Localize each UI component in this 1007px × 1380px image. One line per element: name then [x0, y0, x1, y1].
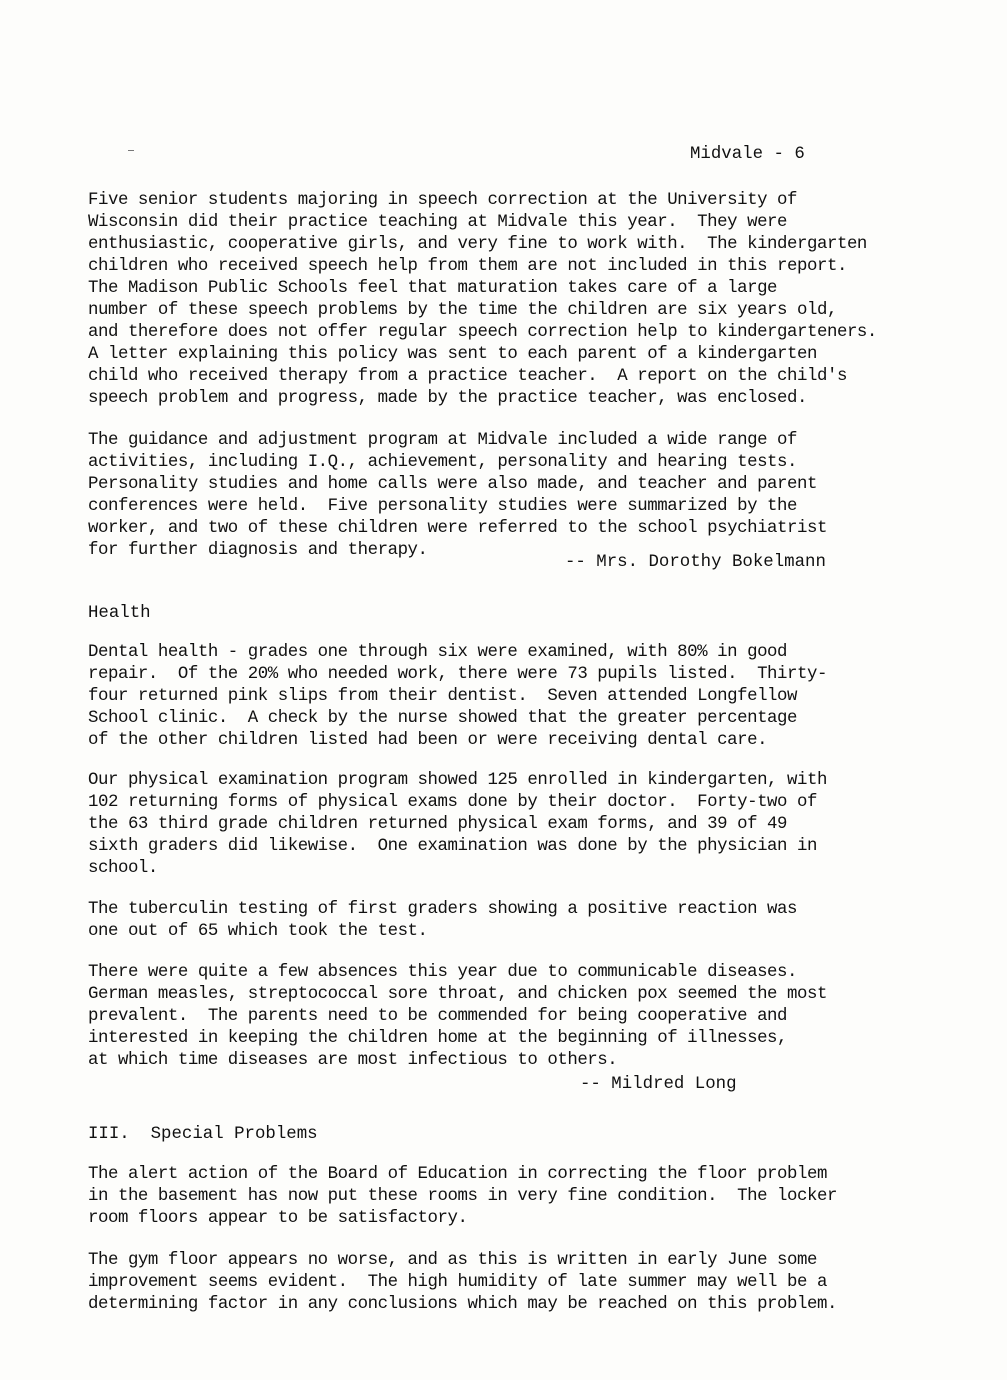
paragraph-line: improvement seems evident. The high humidity of late summer may well be a	[88, 1273, 827, 1292]
paragraph-line: prevalent. The parents need to be commended for being cooperative and	[88, 1007, 788, 1026]
paragraph-line: interested in keeping the children home at the beginning of illnesses,	[88, 1029, 788, 1048]
paragraph-line: and therefore does not offer regular speech correction help to kindergarteners.	[88, 323, 877, 342]
paragraph-line: conferences were held. Five personality studies were summarized by the	[88, 497, 798, 516]
paragraph-line: Wisconsin did their practice teaching at Midvale this year. They were	[88, 213, 788, 232]
paragraph-line: German measles, streptococcal sore throat, and chicken pox seemed the most	[88, 985, 827, 1004]
paragraph-line: number of these speech problems by the time the children are six years old,	[88, 301, 837, 320]
paragraph-line: sixth graders did likewise. One examination was done by the physician in	[88, 837, 817, 856]
paragraph-line: children who received speech help from them are not included in this report.	[88, 257, 847, 276]
paragraph-line: Personality studies and home calls were also made, and teacher and parent	[88, 475, 817, 494]
health-heading: Health	[88, 604, 151, 623]
paragraph-line: There were quite a few absences this year due to communicable diseases.	[88, 963, 798, 982]
paragraph-line: Five senior students majoring in speech correction at the University of	[88, 191, 798, 210]
paragraph-line: enthusiastic, cooperative girls, and very fine to work with. The kindergarten	[88, 235, 867, 254]
paragraph-line: worker, and two of these children were referred to the school psychiatrist	[88, 519, 827, 538]
paragraph-line: determining factor in any conclusions which may be reached on this problem.	[88, 1295, 837, 1314]
paragraph-line: The guidance and adjustment program at Midvale included a wide range of	[88, 431, 798, 450]
paragraph-line: 102 returning forms of physical exams done by their doctor. Forty-two of	[88, 793, 817, 812]
paragraph-line: A letter explaining this policy was sent to each parent of a kindergarten	[88, 345, 817, 364]
paragraph-line: School clinic. A check by the nurse showed that the greater percentage	[88, 709, 798, 728]
signature-long: -- Mildred Long	[580, 1075, 737, 1094]
paragraph-line: Dental health - grades one through six were examined, with 80% in good	[88, 643, 788, 662]
paragraph-line: speech problem and progress, made by the practice teacher, was enclosed.	[88, 389, 807, 408]
paragraph-line: room floors appear to be satisfactory.	[88, 1209, 468, 1228]
signature-bokelmann: -- Mrs. Dorothy Bokelmann	[565, 553, 826, 572]
paragraph-line: The tuberculin testing of first graders showing a positive reaction was	[88, 900, 798, 919]
paragraph-line: one out of 65 which took the test.	[88, 922, 428, 941]
paragraph-line: for further diagnosis and therapy.	[88, 541, 428, 560]
paragraph-line: activities, including I.Q., achievement, personality and hearing tests.	[88, 453, 798, 472]
paragraph-line: child who received therapy from a practice teacher. A report on the child's	[88, 367, 847, 386]
paragraph-line: at which time diseases are most infectious to others.	[88, 1051, 618, 1070]
paragraph-line: in the basement has now put these rooms in very fine condition. The locker	[88, 1187, 837, 1206]
paragraph-line: the 63 third grade children returned physical exam forms, and 39 of 49	[88, 815, 788, 834]
paper-speck	[128, 150, 134, 151]
paragraph-line: of the other children listed had been or were receiving dental care.	[88, 731, 768, 750]
paragraph-line: The Madison Public Schools feel that maturation takes care of a large	[88, 279, 778, 298]
paragraph-line: four returned pink slips from their dentist. Seven attended Longfellow	[88, 687, 798, 706]
page-label: Midvale - 6	[690, 145, 805, 164]
paragraph-line: Our physical examination program showed 125 enrolled in kindergarten, with	[88, 771, 827, 790]
paragraph-line: school.	[88, 859, 158, 878]
special-problems-heading: III. Special Problems	[88, 1125, 318, 1144]
paragraph-line: The gym floor appears no worse, and as this is written in early June some	[88, 1251, 817, 1270]
paragraph-line: The alert action of the Board of Education in correcting the floor problem	[88, 1165, 827, 1184]
paragraph-line: repair. Of the 20% who needed work, there were 73 pupils listed. Thirty-	[88, 665, 827, 684]
